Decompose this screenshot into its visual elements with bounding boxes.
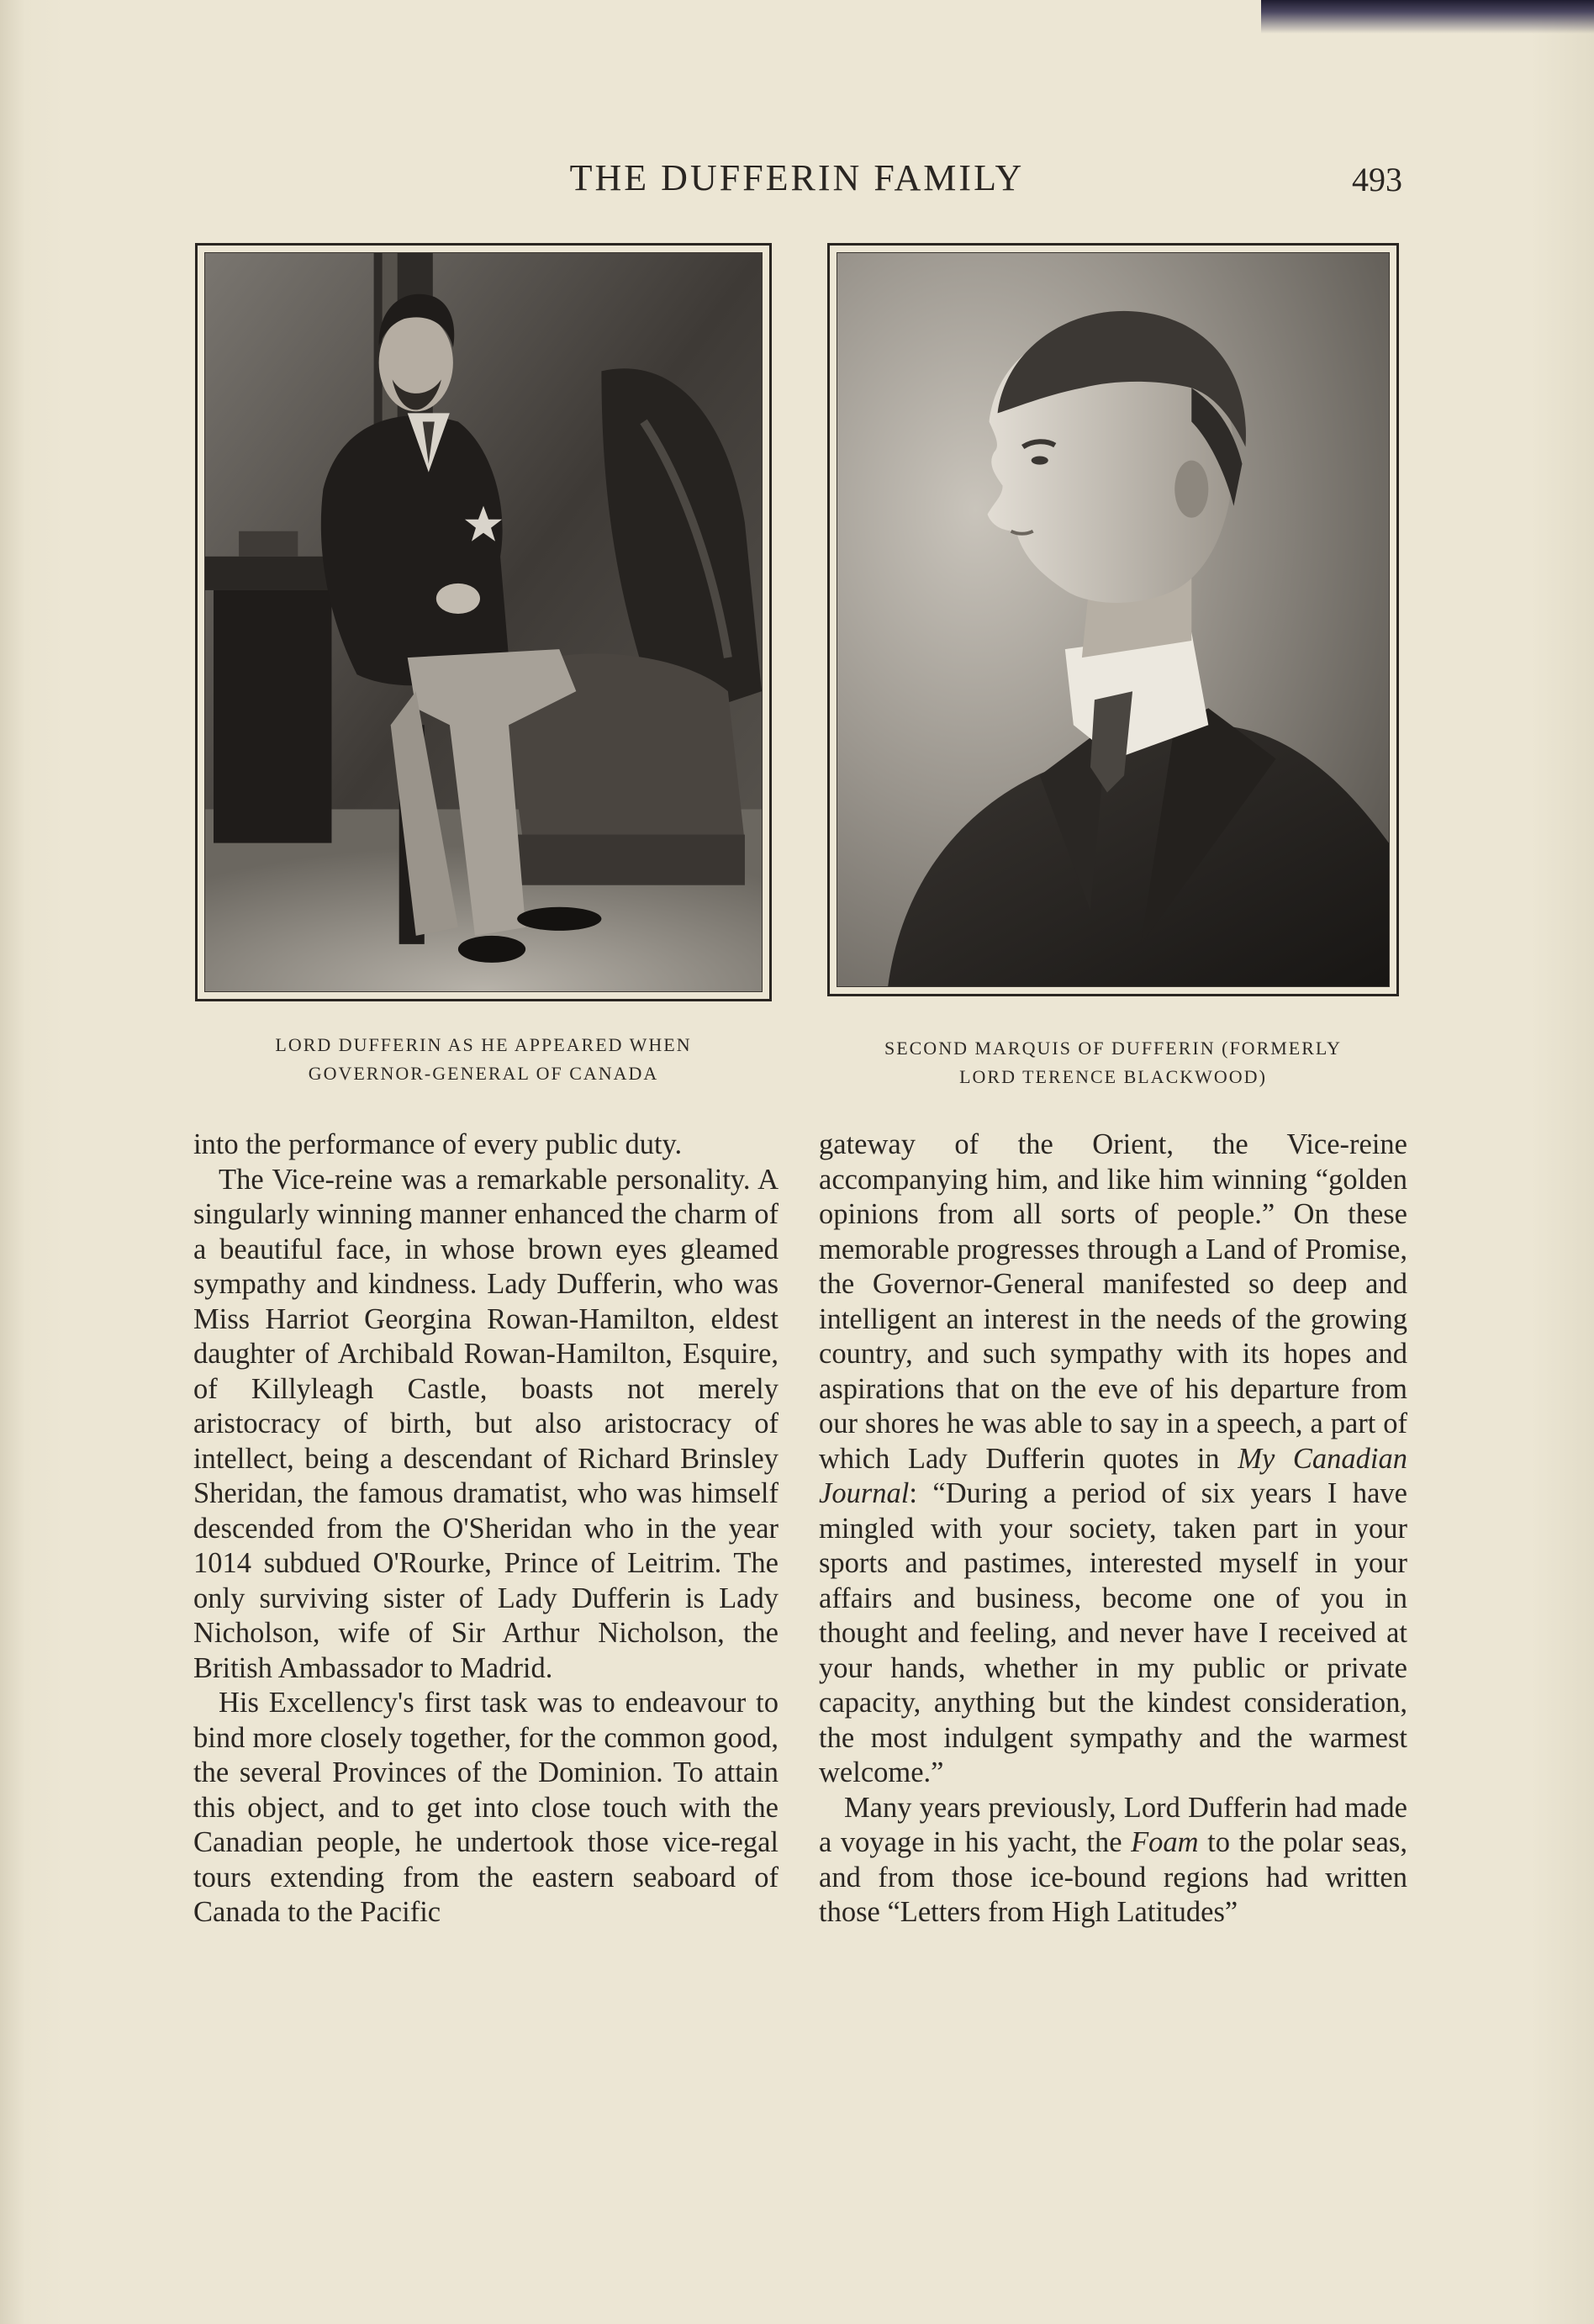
paragraph-many-years — [819, 1791, 1407, 1931]
portrait-frame-second-marquis — [827, 243, 1399, 996]
scan-edge-shadow — [1261, 0, 1594, 34]
seated-man-photo — [205, 253, 762, 991]
figure-caption-right — [815, 1034, 1411, 1091]
caption-left-line-1: LORD DUFFERIN AS HE APPEARED WHEN — [275, 1034, 692, 1055]
figure-caption-left — [195, 1031, 772, 1088]
caption-left-line-2: GOVERNOR-GENERAL OF CANADA — [308, 1063, 659, 1084]
caption-right-line-2: LORD TERENCE BLACKWOOD) — [959, 1066, 1267, 1087]
text-column-left — [193, 1128, 779, 1931]
running-header-title: THE DUFFERIN FAMILY — [569, 157, 1025, 198]
portrait-photo-lord-dufferin — [204, 252, 763, 992]
paragraph-first-task: His Excellency's first task was to endeavour to bind more closely together, for the common good, the several Provinces of the Dominion. To attain this object, and to get into close touch with the Canadian people, he undertook those vice-regal tours extending from the eastern seaboard of Canada to the Pacific — [193, 1687, 779, 1928]
paragraph-many-years-text-a: Many years previously, Lord Dufferin had made a voyage in his yacht, the — [819, 1791, 1407, 1858]
book-title-my-canadian-journal: My Canadian Journal — [819, 1442, 1407, 1509]
paragraph-gateway-text-a: gateway of the Orient, the Vice-reine accompanying him, and like him winning “golden opinions from all sorts of people.” On these memorable progresses through a Land of Promise, the Governor-General manifested so deep and intelligent an interest in the needs of the growing country, and such sympathy with its hopes and aspirations that on the eve of his departure from our shores he was able to say in a speech, a part of which Lady Dufferin quotes in — [819, 1128, 1407, 1475]
young-man-profile-photo — [837, 253, 1389, 986]
paragraph-continued: into the performance of every public duty. — [193, 1128, 683, 1160]
caption-right-line-1: SECOND MARQUIS OF DUFFERIN (FORMERLY — [884, 1038, 1343, 1059]
paragraph-many-years-text-b: to the polar seas, and from those ice-bound regions had written those “Letters from High Latitudes” — [819, 1826, 1407, 1928]
portrait-frame-lord-dufferin — [195, 243, 772, 1001]
yacht-name-foam: Foam — [1131, 1826, 1199, 1858]
paragraph-vice-reine: The Vice-reine was a remarkable personality. A singularly winning manner enhanced the charm of a beautiful face, in whose brown eyes gleamed sympathy and kindness. Lady Dufferin, who was Miss Harriot Georgina Rowan-Hamilton, eldest daughter of Archibald Rowan-Hamilton, Esquire, of Killyleagh Castle, boasts not merely aristocracy of birth, but also aristocracy of intellect, being a descendant of Richard Brinsley Sheridan, the famous dramatist, who was himself descended from the O'Sheridan who in the year 1014 subdued O'Rourke, Prince of Leitrim. The only surviving sister of Lady Dufferin is Lady Nicholson, wife of Sir Arthur Nicholson, the British Ambassador to Madrid. — [193, 1163, 779, 1684]
text-column-right — [819, 1128, 1407, 1931]
portrait-photo-second-marquis — [837, 252, 1390, 987]
paragraph-gateway-text-b: : “During a period of six years I have mingled with your society, taken part in your sports and pastimes, interested myself in your affairs and business, become one of you in thought and feeling, and never have I received at your hands, whether in my public or private capacity, anything but the kindest consideration, the most indulgent sympathy and the warmest welcome.” — [819, 1477, 1407, 1788]
paragraph-gateway — [819, 1128, 1407, 1791]
page-number: 493 — [1352, 161, 1402, 198]
